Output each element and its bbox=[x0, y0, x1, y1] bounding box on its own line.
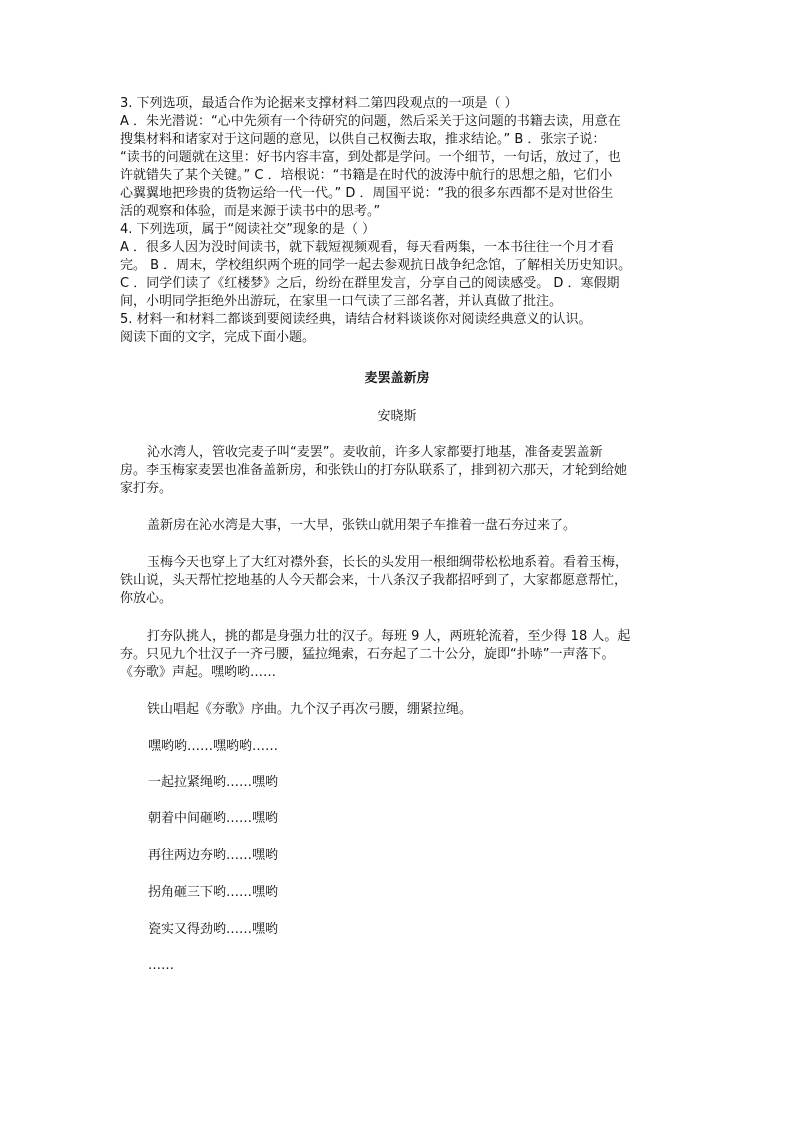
story-paragraph bbox=[120, 628, 680, 682]
song-line: …… bbox=[148, 958, 174, 973]
story-title: 麦罢盖新房 bbox=[364, 371, 430, 386]
paragraph-line: 《夯歌》声起。嘿哟哟…… bbox=[120, 665, 277, 680]
question-line: A ．很多人因为没时间读书，就下载短视频观看，每天看两集，一本书往往一个月才看 bbox=[120, 240, 615, 255]
paragraph-line: 打夯队挑人，挑的都是身强力壮的汉子。每班 9 人，两班轮流着，至少得 18 人。起 bbox=[147, 629, 631, 644]
story-author: 安晓斯 bbox=[377, 409, 417, 424]
question-line: 完。 B ．周末，学校组织两个班的同学一起去参观抗日战争纪念馆，了解相关历史知识。 bbox=[120, 258, 632, 273]
story-paragraph bbox=[120, 554, 680, 608]
question-line: 许就错失了某个关键。” C ．培根说：“书籍是在时代的波涛中航行的思想之船，它们小 bbox=[120, 168, 613, 183]
paragraph-line: 盖新房在沁水湾是大事，一大早，张铁山就用架子车推着一盘石夯过来了。 bbox=[147, 518, 577, 533]
question-line: “读书的问题就在这里：好书内容丰富，到处都是学问。一个细节，一句话，放过了，也 bbox=[120, 150, 621, 165]
paragraph-line: 铁山唱起《夯歌》序曲。九个汉子再次弓腰，绷紧拉绳。 bbox=[147, 702, 473, 717]
song-line: 一起拉紧绳哟……嘿哟 bbox=[148, 775, 279, 790]
paragraph-line: 玉梅今天也穿上了大红对襟外套，长长的头发用一根细绸带松松地系着。看着玉梅， bbox=[147, 555, 629, 570]
story-paragraph bbox=[120, 701, 680, 719]
question-line: 搜集材料和诸家对于这问题的意见，以供自己权衡去取，推求结论。” B ．张宗子说： bbox=[120, 132, 606, 147]
question-line: C ．同学们读了《红楼梦》之后，纷纷在群里发言，分享自己的阅读感受。 D ．寒假期 bbox=[120, 276, 620, 291]
question-line: 5. 材料一和材料二都谈到要阅读经典，请结合材料谈谈你对阅读经典意义的认识。 bbox=[120, 312, 592, 327]
question-line: 间，小明同学拒绝外出游玩，在家里一口气读了三部名著，并认真做了批注。 bbox=[120, 294, 563, 309]
paragraph-line: 沁水湾人，管收完麦子叫“麦罢”。麦收前，许多人家都要打地基，准备麦罢盖新 bbox=[147, 445, 603, 460]
question-line: 阅读下面的文字，完成下面小题。 bbox=[120, 330, 316, 345]
song-line: 朝着中间砸哟……嘿哟 bbox=[148, 811, 279, 826]
song-line: 再往两边夯哟……嘿哟 bbox=[148, 848, 279, 863]
question-section bbox=[120, 95, 680, 347]
song-line: 瓷实又得劲哟……嘿哟 bbox=[148, 922, 279, 937]
paragraph-line: 房。李玉梅家麦罢也准备盖新房，和张铁山的打夯队联系了，排到初六那天，才轮到给她 bbox=[120, 463, 628, 478]
paragraph-line: 你放心。 bbox=[120, 591, 173, 606]
question-line: 4. 下列选项，属于“阅读社交”现象的是（ ） bbox=[120, 222, 376, 237]
story-paragraph bbox=[120, 517, 680, 535]
question-line: 3. 下列选项，最适合作为论据来支撑材料二第四段观点的一项是（ ） bbox=[120, 96, 518, 111]
paragraph-line: 铁山说，头天帮忙挖地基的人今天都会来，十八条汉子我都招呼到了，大家都愿意帮忙， bbox=[120, 573, 628, 588]
story-paragraph bbox=[120, 444, 680, 498]
question-line: 心翼翼地把珍贵的货物运给一代一代。” D ．周国平说：“我的很多东西都不是对世俗生 bbox=[120, 186, 614, 201]
paragraph-line: 夯。只见九个壮汉子一齐弓腰，猛拉绳索，石夯起了二十公分，旋即“扑哧”一声落下。 bbox=[120, 647, 615, 662]
question-line: A ．朱光潜说：“心中先须有一个待研究的问题，然后采关于这问题的书籍去读，用意在 bbox=[120, 114, 621, 129]
song-line: 嘿哟哟……嘿哟哟…… bbox=[148, 739, 279, 754]
song-line: 拐角砸三下哟……嘿哟 bbox=[148, 885, 279, 900]
question-line: 活的观察和体验，而是来源于读书中的思考。” bbox=[120, 204, 381, 219]
paragraph-line: 家打夯。 bbox=[120, 481, 173, 496]
